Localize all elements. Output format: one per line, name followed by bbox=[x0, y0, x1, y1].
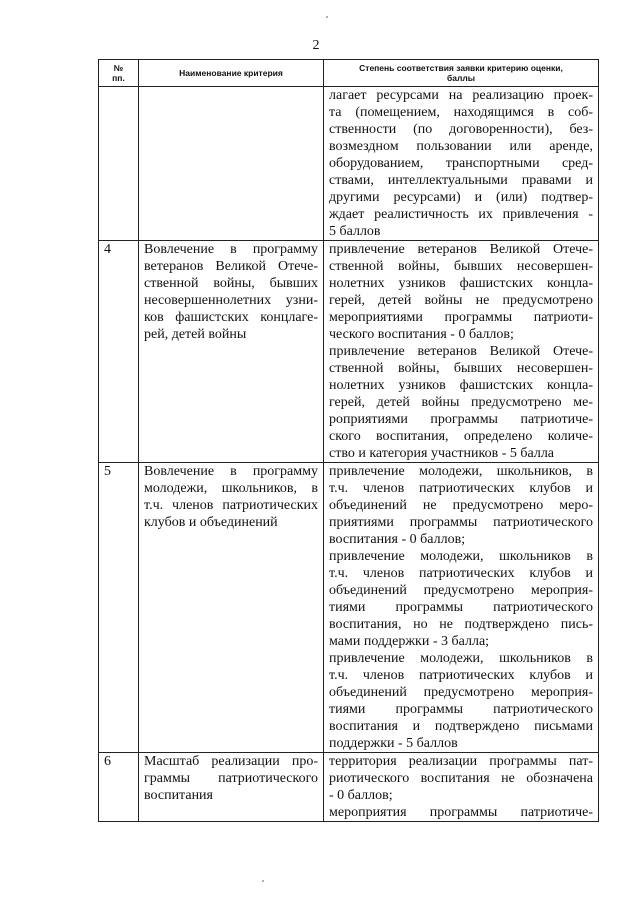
degree-description-line: риотического воспитания не обозначена bbox=[329, 771, 593, 786]
row-number: 6 bbox=[99, 753, 139, 822]
degree-description-line: объединений не предусмотрено меро- bbox=[329, 498, 593, 513]
degree-description-line: ствами, интеллектуальными правами и bbox=[329, 173, 593, 188]
header-degree-line: Степень соответствия заявки критерию оценки, bbox=[359, 63, 563, 73]
criteria-table bbox=[98, 59, 599, 822]
degree-description-line: воспитания, но не подтверждено пись- bbox=[329, 617, 593, 632]
degree-description-line: возмездном пользовании или аренде, bbox=[329, 139, 593, 154]
header-criterion-name bbox=[139, 60, 324, 87]
table-header-row bbox=[99, 60, 599, 87]
header-degree bbox=[324, 60, 599, 87]
degree-description-line: та (помещением, находящимся в соб- bbox=[329, 105, 593, 120]
degree-description-line: территория реализации программы пат- bbox=[329, 754, 593, 769]
degree-description-line: ственной войны, бывших несовершен- bbox=[329, 259, 593, 274]
criterion-name-line: ственной войны, бывших bbox=[144, 276, 318, 291]
degree-description-line: ского воспитания, определено количе- bbox=[329, 429, 593, 444]
header-num bbox=[99, 60, 139, 87]
header-num-line: пп. bbox=[112, 73, 125, 83]
row-number: 5 bbox=[99, 463, 139, 753]
degree-description-line: мероприятиями программы патриоти- bbox=[329, 310, 593, 325]
criterion-name-line: воспитания bbox=[144, 788, 213, 803]
row-number bbox=[99, 87, 139, 241]
table-row bbox=[99, 753, 599, 822]
criterion-name-line: ков фашистских концлаге- bbox=[144, 310, 318, 325]
table-row bbox=[99, 241, 599, 463]
scan-speck bbox=[262, 880, 264, 882]
criterion-name-line: несовершеннолетних узни- bbox=[144, 293, 318, 308]
criterion-name-line: клубов и объединений bbox=[144, 515, 278, 530]
degree-description-line: привлечение молодежи, школьников в bbox=[329, 549, 593, 564]
degree-description-line: привлечение ветеранов Великой Отече- bbox=[329, 242, 593, 257]
degree-description-line: - 0 баллов; bbox=[329, 788, 393, 803]
degree-description-line: привлечение ветеранов Великой Отече- bbox=[329, 344, 593, 359]
criterion-name bbox=[139, 87, 324, 241]
page-number: 2 bbox=[312, 38, 320, 53]
degree-description-line: т.ч. членов патриотических клубов и bbox=[329, 668, 593, 683]
criterion-name bbox=[139, 241, 324, 463]
degree-description-line: мероприятия программы патриотиче- bbox=[329, 805, 593, 820]
header-degree-line: баллы bbox=[446, 73, 476, 83]
degree-description-line: привлечение молодежи, школьников в bbox=[329, 651, 593, 666]
degree-description-line: герей, детей войны не предусмотрено bbox=[329, 293, 593, 308]
criterion-name-line: Вовлечение в программу bbox=[144, 464, 318, 479]
degree-description-line: герей, детей войны предусмотрено ме- bbox=[329, 395, 593, 410]
scan-speck bbox=[326, 16, 328, 18]
degree-description bbox=[324, 87, 599, 241]
degree-description-line: объединений предусмотрено мероприя- bbox=[329, 583, 593, 598]
degree-description-line: тиями программы патриотического bbox=[329, 702, 593, 717]
criterion-name bbox=[139, 463, 324, 753]
criterion-name-line: Масштаб реализации про- bbox=[144, 754, 318, 769]
degree-description-line: нолетних узников фашистских концла- bbox=[329, 276, 593, 291]
degree-description-line: ственности (по договоренности), без- bbox=[329, 122, 593, 137]
degree-description-line: т.ч. членов патриотических клубов и bbox=[329, 481, 593, 496]
criterion-name-line: Вовлечение в программу bbox=[144, 242, 318, 257]
header-name-text: Наименование критерия bbox=[179, 68, 283, 78]
degree-description-line: роприятиями программы патриотиче- bbox=[329, 412, 593, 427]
header-num-line: № bbox=[113, 63, 124, 73]
criterion-name bbox=[139, 753, 324, 822]
degree-description bbox=[324, 241, 599, 463]
criterion-name-line: рей, детей войны bbox=[144, 327, 247, 342]
degree-description-line: тиями программы патриотического bbox=[329, 600, 593, 615]
degree-description-line: ческого воспитания - 0 баллов; bbox=[329, 327, 514, 342]
degree-description-line: другими ресурсами) и (или) подтвер- bbox=[329, 190, 593, 205]
table-row bbox=[99, 87, 599, 241]
degree-description-line: привлечение молодежи, школьников, в bbox=[329, 464, 593, 479]
degree-description bbox=[324, 753, 599, 822]
degree-description-line: мами поддержки - 3 балла; bbox=[329, 634, 490, 649]
degree-description-line: нолетних узников фашистских концла- bbox=[329, 378, 593, 393]
criterion-name-line: ветеранов Великой Отече- bbox=[144, 259, 318, 274]
degree-description-line: оборудованием, транспортными сред- bbox=[329, 156, 593, 171]
degree-description-line: ственной войны, бывших несовершен- bbox=[329, 361, 593, 376]
criterion-name-line: граммы патриотического bbox=[144, 771, 318, 786]
criterion-name-line: т.ч. членов патриотических bbox=[144, 498, 318, 513]
degree-description-line: ждает реалистичность их привлечения - bbox=[329, 207, 593, 222]
degree-description-line: 5 баллов bbox=[329, 224, 381, 239]
degree-description-line: лагает ресурсами на реализацию проек- bbox=[329, 88, 593, 103]
degree-description-line: ство и категория участников - 5 балла bbox=[329, 446, 555, 461]
degree-description-line: поддержки - 5 баллов bbox=[329, 736, 458, 751]
criterion-name-line: молодежи, школьников, в bbox=[144, 481, 318, 496]
degree-description-line: воспитания и подтверждено письмами bbox=[329, 719, 593, 734]
row-number: 4 bbox=[99, 241, 139, 463]
degree-description-line: приятиями программы патриотического bbox=[329, 515, 593, 530]
degree-description-line: объединений предусмотрено мероприя- bbox=[329, 685, 593, 700]
degree-description-line: воспитания - 0 баллов; bbox=[329, 532, 466, 547]
degree-description bbox=[324, 463, 599, 753]
degree-description-line: т.ч. членов патриотических клубов и bbox=[329, 566, 593, 581]
table-row bbox=[99, 463, 599, 753]
